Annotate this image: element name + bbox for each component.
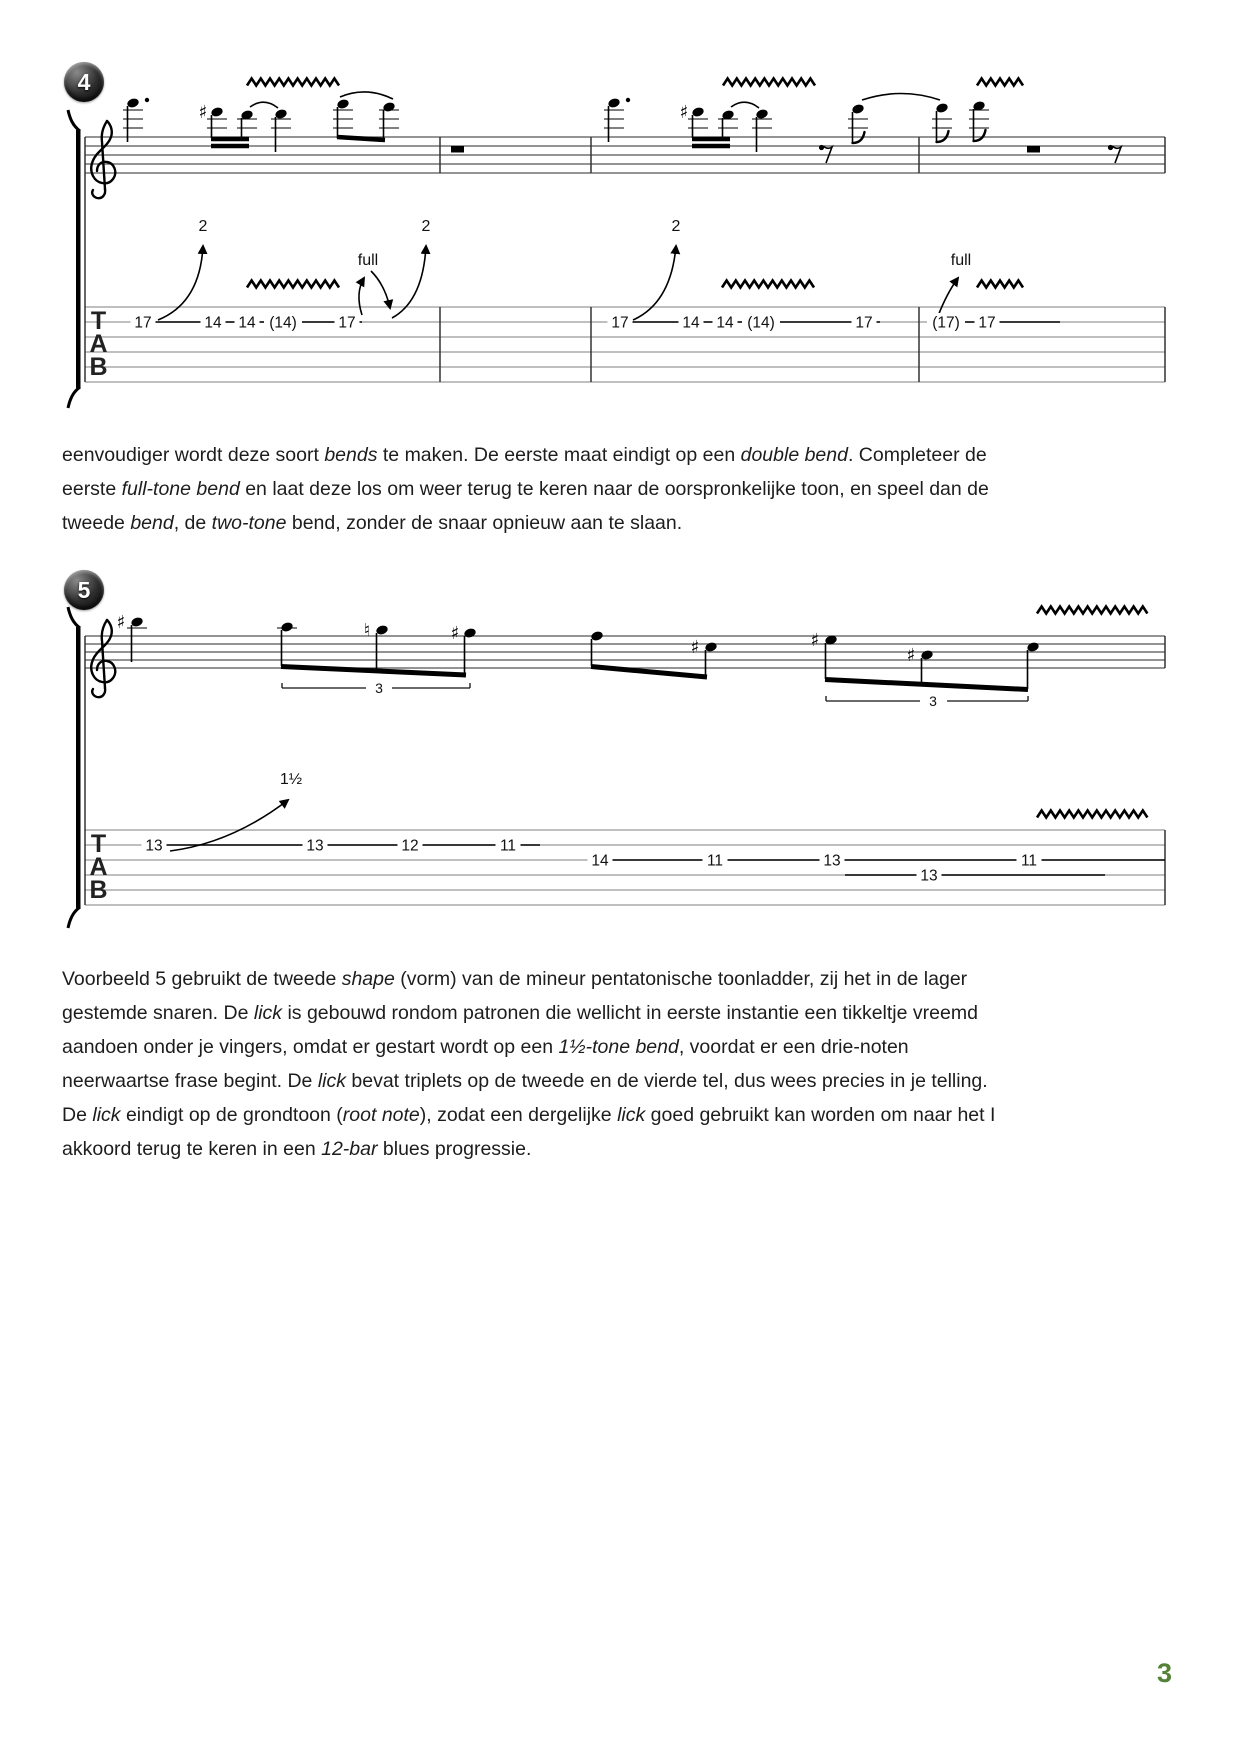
svg-text:B: B bbox=[89, 876, 107, 904]
svg-text:13: 13 bbox=[823, 852, 841, 870]
svg-text:11: 11 bbox=[706, 852, 724, 870]
svg-text:13: 13 bbox=[306, 837, 324, 855]
paragraph-line: eerste full-tone bend en laat deze los om weer terug te keren naar de oorspronkelijke toon, en speel dan de bbox=[62, 478, 989, 500]
system-bracket bbox=[68, 110, 81, 408]
svg-text:♯: ♯ bbox=[198, 102, 208, 123]
svg-text:13: 13 bbox=[920, 867, 938, 885]
accidentals-1 bbox=[117, 612, 916, 666]
svg-text:1½: 1½ bbox=[279, 771, 303, 788]
note-heads bbox=[126, 97, 986, 121]
svg-text:14: 14 bbox=[716, 314, 734, 332]
bend-arrows bbox=[170, 800, 288, 851]
beams bbox=[281, 667, 1028, 690]
example-5-system bbox=[68, 607, 1165, 928]
paragraph bbox=[62, 438, 1172, 540]
bend-labels-1 bbox=[280, 771, 302, 788]
note-stems bbox=[128, 106, 974, 152]
svg-text:2: 2 bbox=[198, 218, 208, 235]
paragraph-line: gestemde snaren. De lick is gebouwd rondom patronen die wellicht in eerste instantie een tikkeltje vreemd bbox=[62, 1002, 978, 1024]
tab-clef-0 bbox=[89, 307, 107, 381]
svg-text:17: 17 bbox=[855, 314, 873, 332]
svg-text:3: 3 bbox=[929, 693, 937, 709]
staff-lines bbox=[85, 137, 1165, 173]
note-stems bbox=[132, 625, 1028, 689]
svg-text:17: 17 bbox=[611, 314, 629, 332]
paragraph-line: neerwaartse frase begint. De lick bevat triplets op de tweede en de vierde tel, dus wees precies in je telling. bbox=[62, 1070, 988, 1092]
svg-text:♯: ♯ bbox=[690, 637, 700, 658]
svg-text:3: 3 bbox=[375, 680, 383, 696]
paragraph-line: De lick eindigt op de grondtoon (root note), zodat een dergelijke lick goed gebruikt kan worden om naar het I bbox=[62, 1104, 996, 1126]
paragraph-line: tweede bend, de two-tone bend, zonder de snaar opnieuw aan te slaan. bbox=[62, 512, 683, 534]
svg-text:full: full bbox=[357, 252, 379, 269]
svg-text:♯: ♯ bbox=[679, 102, 689, 123]
treble-clef-icon bbox=[91, 121, 115, 198]
svg-text:A: A bbox=[89, 853, 107, 881]
paragraph bbox=[62, 962, 1172, 1166]
tab-lines bbox=[85, 830, 1165, 905]
ties bbox=[250, 92, 940, 108]
rests bbox=[451, 145, 1121, 163]
barlines bbox=[85, 636, 1165, 905]
staff-lines bbox=[85, 636, 1165, 668]
svg-text:12: 12 bbox=[401, 837, 419, 855]
example-4-number: 4 bbox=[77, 68, 91, 95]
svg-text:♯: ♯ bbox=[906, 645, 916, 666]
svg-text:T: T bbox=[90, 830, 106, 858]
svg-text:T: T bbox=[90, 307, 106, 335]
svg-text:A: A bbox=[89, 330, 107, 358]
note-heads bbox=[130, 616, 1040, 661]
svg-text:13: 13 bbox=[145, 837, 163, 855]
svg-text:14: 14 bbox=[204, 314, 222, 332]
page-number: 3 bbox=[1156, 1658, 1172, 1688]
svg-text:11: 11 bbox=[499, 837, 517, 855]
svg-text:2: 2 bbox=[421, 218, 431, 235]
beams bbox=[211, 137, 730, 146]
svg-text:17: 17 bbox=[338, 314, 356, 332]
system-bracket bbox=[68, 607, 81, 928]
svg-text:17: 17 bbox=[978, 314, 996, 332]
svg-text:2: 2 bbox=[671, 218, 681, 235]
example-5-number: 5 bbox=[77, 576, 91, 603]
svg-text:(14): (14) bbox=[747, 314, 775, 332]
barlines bbox=[85, 137, 1165, 382]
svg-text:♯: ♯ bbox=[116, 612, 126, 633]
example-4-system bbox=[68, 92, 1165, 408]
svg-text:♯: ♯ bbox=[450, 623, 460, 644]
treble-clef-icon bbox=[91, 620, 115, 697]
svg-text:full: full bbox=[950, 252, 972, 269]
tab-clef-1 bbox=[89, 830, 107, 904]
svg-text:14: 14 bbox=[591, 852, 609, 870]
tuplet-labels-1 bbox=[375, 680, 937, 709]
svg-text:17: 17 bbox=[134, 314, 152, 332]
svg-text:(17): (17) bbox=[932, 314, 960, 332]
svg-text:11: 11 bbox=[1020, 852, 1038, 870]
paragraph-line: akkoord terug te keren in een 12-bar blues progressie. bbox=[62, 1138, 532, 1160]
svg-text:14: 14 bbox=[682, 314, 700, 332]
paragraph-line: eenvoudiger wordt deze soort bends te maken. De eerste maat eindigt op een double bend. Completeer de bbox=[62, 444, 987, 466]
paragraph-line: aandoen onder je vingers, omdat er gestart wordt op een 1½-tone bend, voordat er een drie-noten bbox=[62, 1036, 909, 1058]
svg-text:♯: ♯ bbox=[810, 630, 820, 651]
svg-text:B: B bbox=[89, 353, 107, 381]
svg-text:♮: ♮ bbox=[363, 620, 371, 641]
paragraph-line: Voorbeeld 5 gebruikt de tweede shape (vorm) van de mineur pentatonische toonladder, zij het in de lager bbox=[62, 968, 968, 990]
svg-text:14: 14 bbox=[238, 314, 256, 332]
svg-text:(14): (14) bbox=[269, 314, 297, 332]
bend-labels-0 bbox=[199, 218, 972, 269]
